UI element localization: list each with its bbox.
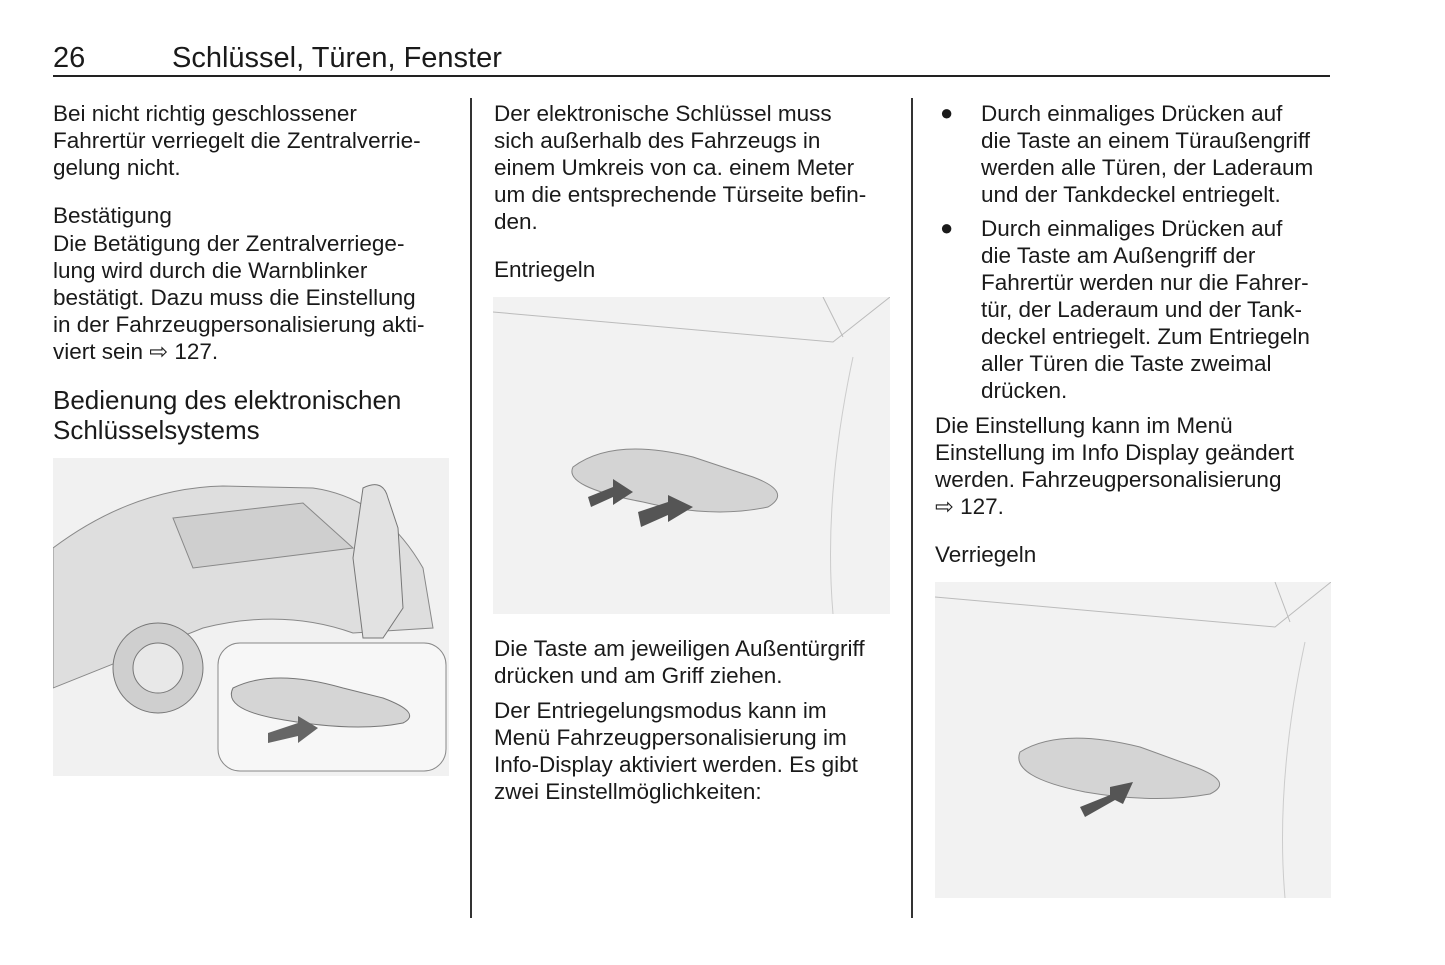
paragraph: Die Betätigung der Zentralverriege- lung wird durch die Warnblinker bestätigt. Dazu muss die Einstellung in der Fahrzeugpersonalisierung akti- viert sein ⇨ 127. [53,231,425,364]
page-number: 26 [53,42,86,74]
bullet-icon: ● [940,215,954,240]
paragraph: Bei nicht richtig geschlossener Fahrertür verriegelt die Zentralverrie- gelung nicht. [53,101,421,180]
paragraph-text: Die Einstellung kann im Menü [935,413,1233,438]
column-divider [911,98,913,918]
car-illustration [53,458,449,776]
subheading: Verriegeln [935,542,1037,567]
paragraph [935,412,1294,520]
column-divider [470,98,472,918]
page-title: Schlüssel, Türen, Fenster [172,42,502,74]
bullet-item: Durch einmaliges Drücken auf die Taste am Außengriff der Fahrertür werden nur die Fahrer- tür, der Laderaum und der Tank- deckel entriegelt. Zum Entriegeln aller Türen die Taste zweimal drücken. [981,216,1310,403]
subheading: Entriegeln [494,257,596,282]
paragraph: Der elektronische Schlüssel muss sich außerhalb des Fahrzeugs in einem Umkreis von ca. einem Meter um die entsprechende Türseite befin- den. [494,101,867,234]
bullet-item: Durch einmaliges Drücken auf die Taste an einem Türaußengriff werden alle Türen, der Laderaum und der Tankdeckel entriegelt. [981,101,1314,207]
paragraph-text: im Info Display geändert werden. Fahrzeugpersonalisierung ⇨ 127. [935,440,1294,519]
paragraph: Die Taste am jeweiligen Außentürgriff drücken und am Griff ziehen. [494,636,865,688]
menu-name: Einstellung [935,440,1046,465]
header-rule [53,75,1330,77]
bullet-icon: ● [940,100,954,125]
door-handle-lock-illustration [935,582,1331,898]
section-heading: Bedienung des elektronischen Schlüsselsystems [53,385,402,445]
subheading: Bestätigung [53,203,172,228]
paragraph: Der Entriegelungsmodus kann im Menü Fahrzeugpersonalisierung im Info-Display aktiviert werden. Es gibt zwei Einstellmöglichkeiten: [494,698,858,804]
door-handle-unlock-illustration [493,297,890,614]
